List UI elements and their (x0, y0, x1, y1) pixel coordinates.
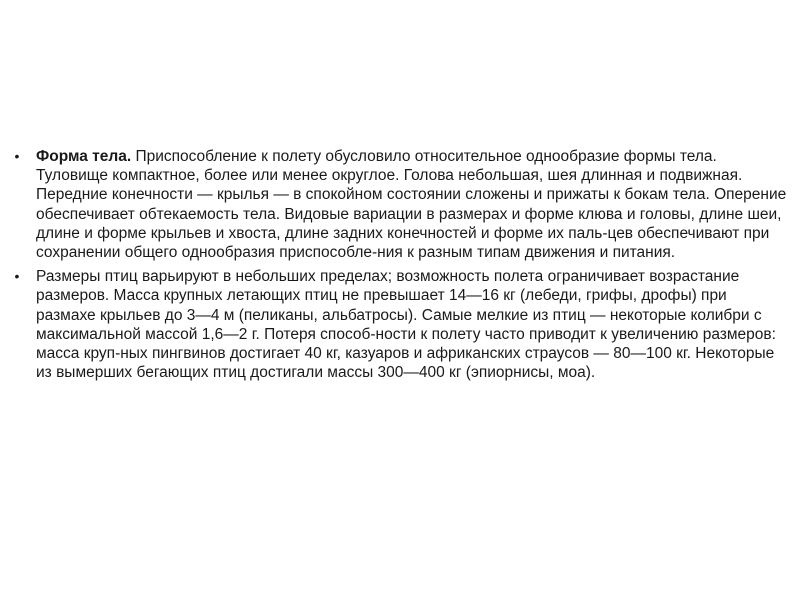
bullet-list (10, 147, 790, 387)
bullet-text: Приспособление к полету обусловило относительное однообразие формы тела. Туловище компактное, более или менее округлое. Голова небольшая, шея длинная и подвижная. Передние конечности — крылья — в спокойном состоянии сложены и прижаты к бокам тела. Оперение обеспечивает обтекаемость тела. Видовые вариации в размерах и форме клюва и головы, длине шеи, длине и форме крыльев и хвоста, длине задних конечностей и форме их паль-цев обеспечивают при сохранении общего однообразия приспособле-ния к разным типам движения и питания. (36, 148, 787, 262)
bullet-marker: • (14, 148, 20, 164)
bullet-heading: Форма тела. (36, 148, 132, 165)
bullet-marker: • (14, 268, 20, 285)
bullet-item-body-shape (10, 147, 790, 262)
bullet-item-sizes (10, 267, 790, 382)
bullet-text: Размеры птиц варьируют в небольших пределах; возможность полета ограничивает возрастание размеров. Масса крупных летающих птиц не превышает 14—16 кг (лебеди, грифы, дрофы) при размахе крыльев до 3—4 м (пеликаны, альбатросы). Самые мелкие из птиц — некоторые колибри с максимальной массой 1,6—2 г. Потеря способ-ности к полету часто приводит к увеличению размеров: масса круп-ных пингвинов достигает 40 кг, казуаров и африканских страусов — 80—100 кг. Некоторые из вымерших бегающих птиц достигали массы 300—400 кг (эпиорнисы, моа). (36, 268, 776, 382)
